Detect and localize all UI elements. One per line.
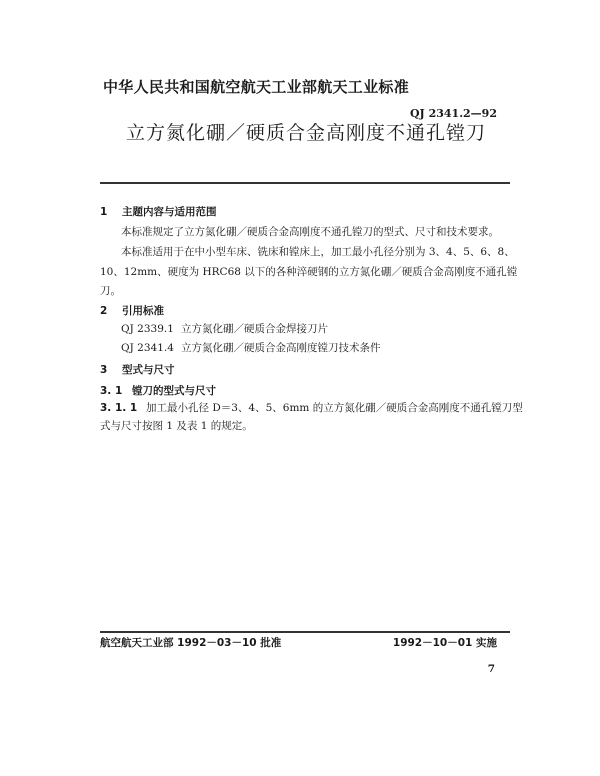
reference-item: QJ 2341.4 立方氮化硼／硬质合金高刚度镗刀技术条件 <box>121 342 381 354</box>
standard-code: QJ 2341.2—92 <box>409 107 497 120</box>
section-1-para-2-line-3: 刀。 <box>100 285 121 297</box>
section-1-heading: 1 主题内容与适用范围 <box>100 206 217 218</box>
approval-date: 航空航天工业部 1992－03－10 批准 <box>100 637 282 649</box>
section-2-heading: 2 引用标准 <box>100 305 164 317</box>
section-3-heading: 3 型式与尺寸 <box>100 364 175 376</box>
section-1-para-1: 本标准规定了立方氮化硼／硬质合金高刚度不通孔镗刀的型式、尺寸和技术要求。 <box>121 226 499 238</box>
bottom-divider <box>100 631 510 633</box>
section-3-1-1-line-2: 式与尺寸按图 1 及表 1 的规定。 <box>100 420 253 432</box>
section-1-para-2-line-2: 10、12mm、硬度为 HRC68 以下的各种淬硬钢的立方氮化硼／硬质合金高刚度不通孔镗 <box>100 266 518 278</box>
effective-date: 1992－10－01 实施 <box>392 637 497 649</box>
page-number: 7 <box>487 663 495 675</box>
document-title: 立方氮化硼／硬质合金高刚度不通孔镗刀 <box>126 122 487 144</box>
issuing-organization: 中华人民共和国航空航天工业部航天工业标准 <box>103 78 410 96</box>
section-3-1-heading: 3. 1 镗刀的型式与尺寸 <box>100 385 216 397</box>
section-3-1-1-line-1: 3. 1. 1 加工最小孔径 D＝3、4、5、6mm 的立方氮化硼／硬质合金高刚度不通孔镗刀型 <box>100 402 523 414</box>
section-1-para-2-line-1: 本标准适用于在中小型车床、铣床和镗床上，加工最小孔径分别为 3、4、5、6、8、 <box>121 246 515 258</box>
reference-item: QJ 2339.1 立方氮化硼／硬质合金焊接刀片 <box>121 323 328 335</box>
top-divider <box>100 182 510 184</box>
